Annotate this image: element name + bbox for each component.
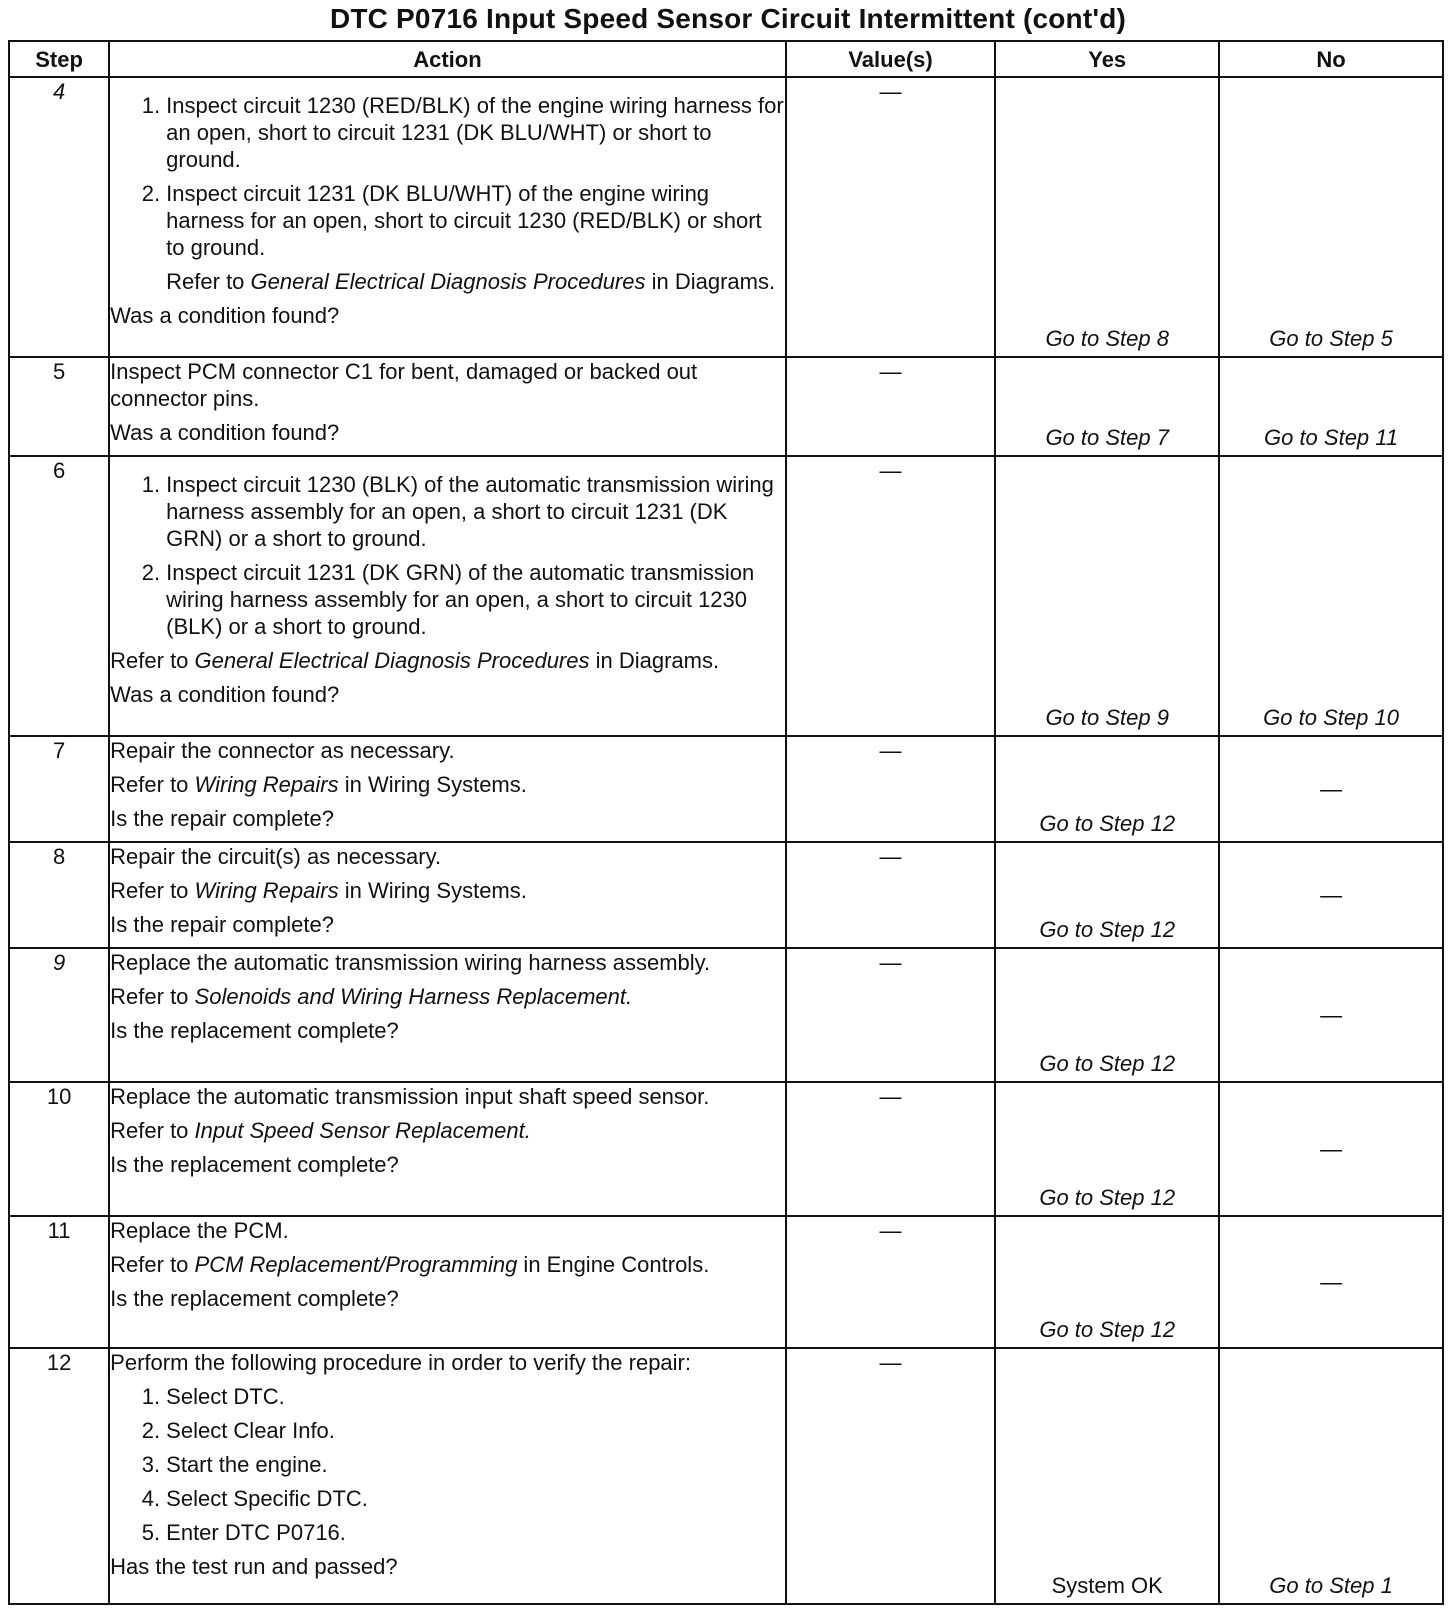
- action-cell: [109, 736, 786, 842]
- yes-result: Go to Step 12: [1039, 811, 1176, 836]
- list-item: 3. Start the engine.: [141, 1452, 328, 1477]
- action-cell: [109, 77, 786, 357]
- yes-result: Go to Step 8: [1045, 326, 1169, 351]
- no-result: —: [1320, 1002, 1343, 1028]
- table-header-row: [9, 41, 1443, 77]
- reference-text: Refer to Wiring Repairs in Wiring Systems.: [110, 878, 527, 903]
- no-cell: [1219, 842, 1443, 948]
- no-cell: [1219, 736, 1443, 842]
- table-row: [9, 1348, 1443, 1604]
- instruction-text: Inspect PCM connector C1 for bent, damaged or backed out connector pins.: [110, 359, 698, 411]
- reference-text: Refer to Wiring Repairs in Wiring Systems.: [110, 772, 527, 797]
- value-cell: —: [786, 948, 996, 1082]
- table-row: [9, 456, 1443, 736]
- instruction-text: Repair the connector as necessary.: [110, 738, 455, 763]
- action-cell: [109, 1348, 786, 1604]
- action-cell: [109, 456, 786, 736]
- table-row: [9, 842, 1443, 948]
- yes-cell: [995, 77, 1219, 357]
- yes-result: System OK: [1051, 1573, 1163, 1598]
- table-row: [9, 736, 1443, 842]
- question-text: Is the replacement complete?: [110, 1286, 399, 1311]
- yes-cell: [995, 1348, 1219, 1604]
- question-text: Is the replacement complete?: [110, 1018, 399, 1043]
- no-result: —: [1320, 776, 1343, 802]
- action-cell: [109, 842, 786, 948]
- no-result: —: [1320, 882, 1343, 908]
- no-result: —: [1320, 1136, 1343, 1162]
- yes-cell: [995, 948, 1219, 1082]
- yes-result: Go to Step 12: [1039, 1185, 1176, 1210]
- column-header-no: No: [1219, 41, 1443, 77]
- yes-result: Go to Step 12: [1039, 917, 1176, 942]
- table-row: [9, 1082, 1443, 1216]
- instruction-text: Repair the circuit(s) as necessary.: [110, 844, 442, 869]
- list-item: 2. Inspect circuit 1231 (DK BLU/WHT) of the engine wiring harness for an open, short to circuit 1230 (RED/BLK) or short to ground.: [141, 181, 762, 260]
- yes-cell: [995, 1082, 1219, 1216]
- value-cell: —: [786, 357, 996, 456]
- action-cell: [109, 1082, 786, 1216]
- step-number: 9: [9, 948, 109, 1082]
- yes-cell: [995, 842, 1219, 948]
- list-item: 4. Select Specific DTC.: [141, 1486, 368, 1511]
- list-item: 1. Select DTC.: [141, 1384, 285, 1409]
- value-cell: —: [786, 456, 996, 736]
- step-number: 8: [9, 842, 109, 948]
- instruction-list: [110, 92, 785, 261]
- column-header-yes: Yes: [995, 41, 1219, 77]
- instruction-text: Replace the automatic transmission wiring harness assembly.: [110, 950, 711, 975]
- step-number: 10: [9, 1082, 109, 1216]
- step-number: 4: [9, 77, 109, 357]
- instruction-list: [110, 471, 785, 640]
- yes-cell: [995, 736, 1219, 842]
- value-cell: —: [786, 842, 996, 948]
- list-item: 5. Enter DTC P0716.: [141, 1520, 346, 1545]
- yes-cell: [995, 1216, 1219, 1348]
- page-title: DTC P0716 Input Speed Sensor Circuit Intermittent (cont'd): [329, 3, 1127, 34]
- no-result: —: [1320, 1269, 1343, 1295]
- value-cell: —: [786, 1082, 996, 1216]
- instruction-list: [110, 1383, 785, 1546]
- step-number: 5: [9, 357, 109, 456]
- reference-text: Refer to General Electrical Diagnosis Procedures in Diagrams.: [166, 269, 776, 294]
- yes-cell: [995, 357, 1219, 456]
- instruction-text: Replace the automatic transmission input shaft speed sensor.: [110, 1084, 710, 1109]
- step-number: 6: [9, 456, 109, 736]
- question-text: Is the repair complete?: [110, 806, 334, 831]
- no-result: Go to Step 11: [1263, 425, 1399, 450]
- reference-text: Refer to Solenoids and Wiring Harness Replacement.: [110, 984, 633, 1009]
- no-cell: [1219, 1348, 1443, 1604]
- value-cell: —: [786, 1348, 996, 1604]
- table-row: [9, 948, 1443, 1082]
- no-cell: [1219, 948, 1443, 1082]
- no-cell: [1219, 77, 1443, 357]
- question-text: Is the replacement complete?: [110, 1152, 399, 1177]
- instruction-text: Replace the PCM.: [110, 1218, 289, 1243]
- yes-result: Go to Step 9: [1045, 705, 1169, 730]
- no-cell: [1219, 357, 1443, 456]
- value-cell: —: [786, 1216, 996, 1348]
- no-cell: [1219, 456, 1443, 736]
- yes-result: Go to Step 12: [1039, 1317, 1176, 1342]
- reference-text: Refer to General Electrical Diagnosis Procedures in Diagrams.: [110, 648, 720, 673]
- step-number: 11: [9, 1216, 109, 1348]
- table-row: [9, 357, 1443, 456]
- value-cell: —: [786, 736, 996, 842]
- question-text: Was a condition found?: [110, 303, 340, 328]
- column-header-action: Action: [109, 41, 786, 77]
- column-header-values: Value(s): [786, 41, 996, 77]
- question-text: Is the repair complete?: [110, 912, 334, 937]
- list-item: 1. Inspect circuit 1230 (BLK) of the automatic transmission wiring harness assembly for an open, a short to circuit 1231 (DK GRN) or a short to ground.: [141, 472, 774, 551]
- no-result: Go to Step 10: [1263, 705, 1399, 730]
- yes-result: Go to Step 12: [1039, 1051, 1176, 1076]
- yes-cell: [995, 456, 1219, 736]
- no-cell: [1219, 1216, 1443, 1348]
- list-item: 2. Inspect circuit 1231 (DK GRN) of the automatic transmission wiring harness assembly for an open, a short to circuit 1230 (BLK) or a short to ground.: [141, 560, 755, 639]
- diagnostic-table: [8, 40, 1444, 1605]
- reference-text: Refer to Input Speed Sensor Replacement.: [110, 1118, 531, 1143]
- list-item: 1. Inspect circuit 1230 (RED/BLK) of the engine wiring harness for an open, short to circuit 1231 (DK BLU/WHT) or short to ground.: [141, 93, 784, 172]
- no-result: Go to Step 5: [1269, 326, 1393, 351]
- step-number: 7: [9, 736, 109, 842]
- action-cell: [109, 1216, 786, 1348]
- table-row: [9, 77, 1443, 357]
- question-text: Was a condition found?: [110, 682, 340, 707]
- yes-result: Go to Step 7: [1045, 425, 1169, 450]
- table-row: [9, 1216, 1443, 1348]
- instruction-text: Perform the following procedure in order to verify the repair:: [110, 1350, 691, 1375]
- column-header-step: Step: [9, 41, 109, 77]
- action-cell: [109, 357, 786, 456]
- step-number: 12: [9, 1348, 109, 1604]
- value-cell: —: [786, 77, 996, 357]
- action-cell: [109, 948, 786, 1082]
- no-cell: [1219, 1082, 1443, 1216]
- no-result: Go to Step 1: [1269, 1573, 1393, 1598]
- question-text: Has the test run and passed?: [110, 1554, 398, 1579]
- question-text: Was a condition found?: [110, 420, 340, 445]
- list-item: 2. Select Clear Info.: [141, 1418, 335, 1443]
- reference-text: Refer to PCM Replacement/Programming in Engine Controls.: [110, 1252, 710, 1277]
